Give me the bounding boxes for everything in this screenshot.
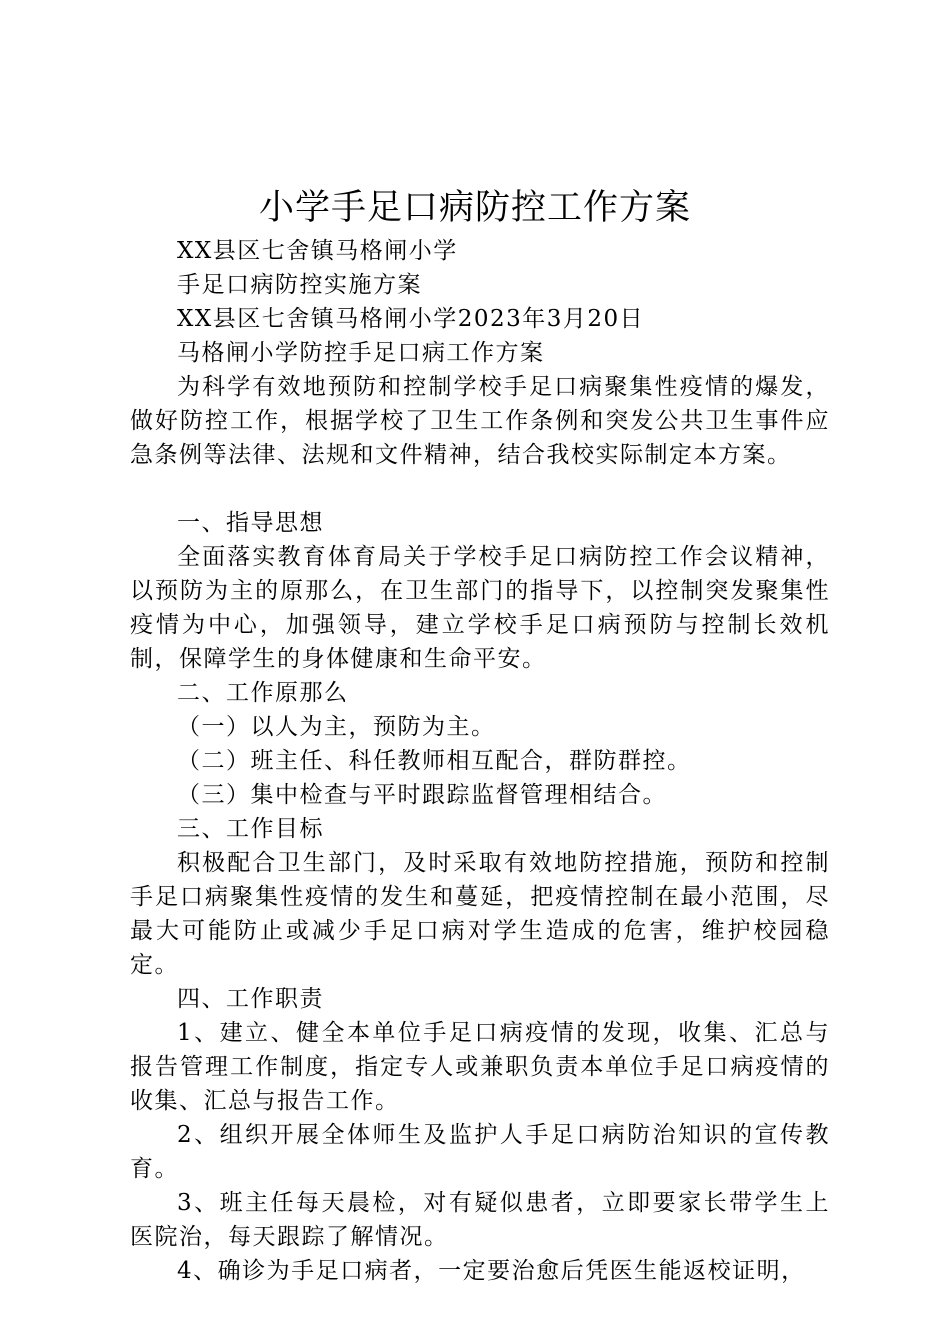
document-body: [130, 234, 830, 1288]
section-heading-goals: 三、工作目标: [177, 816, 324, 842]
paragraph-principle-2: （二）班主任、科任教师相互配合，群防群控。: [177, 748, 692, 774]
paragraph-duty-3: 3、班主任每天晨检，对有疑似患者，立即要家长带学生上医院治，每天跟踪了解情况。: [130, 1190, 830, 1250]
paragraph-principle-1: （一）以人为主，预防为主。: [177, 714, 496, 740]
paragraph-duty-4: 4、确诊为手足口病者，一定要治愈后凭医生能返校证明，: [177, 1258, 806, 1284]
paragraph-date-line: XX县区七舍镇马格闸小学2023年3月20日: [177, 306, 645, 332]
paragraph-subtitle: 马格闸小学防控手足口病工作方案: [177, 340, 545, 366]
section-heading-guiding-ideology: 一、指导思想: [177, 510, 324, 536]
paragraph-school-name: XX县区七舍镇马格闸小学: [177, 238, 458, 264]
paragraph-principle-3: （三）集中检查与平时跟踪监督管理相结合。: [177, 782, 667, 808]
paragraph-guiding-ideology: 全面落实教育体育局关于学校手足口病防控工作会议精神，以预防为主的原那么，在卫生部门的指导下，以控制突发聚集性疫情为中心，加强领导，建立学校手足口病预防与控制长效机制，保障学生的身体健康和生命平安。: [130, 544, 830, 672]
paragraph-intro: 为科学有效地预防和控制学校手足口病聚集性疫情的爆发，做好防控工作，根据学校了卫生工作条例和突发公共卫生事件应急条例等法律、法规和文件精神，结合我校实际制定本方案。: [130, 374, 830, 468]
document-title: 小学手足口病防控工作方案: [258, 188, 691, 228]
paragraph-spacer: [130, 472, 830, 506]
paragraph-goals: 积极配合卫生部门，及时采取有效地防控措施，预防和控制手足口病聚集性疫情的发生和蔓延，把疫情控制在最小范围，尽最大可能防止或减少手足口病对学生造成的危害，维护校园稳定。: [130, 850, 830, 978]
section-heading-principles: 二、工作原那么: [177, 680, 349, 706]
paragraph-duty-1: 1、建立、健全本单位手足口病疫情的发现，收集、汇总与报告管理工作制度，指定专人或兼职负责本单位手足口病疫情的收集、汇总与报告工作。: [130, 1020, 830, 1114]
section-heading-duties: 四、工作职责: [177, 986, 324, 1012]
paragraph-duty-2: 2、组织开展全体师生及监护人手足口病防治知识的宣传教育。: [130, 1122, 830, 1182]
paragraph-plan-name: 手足口病防控实施方案: [177, 272, 422, 298]
